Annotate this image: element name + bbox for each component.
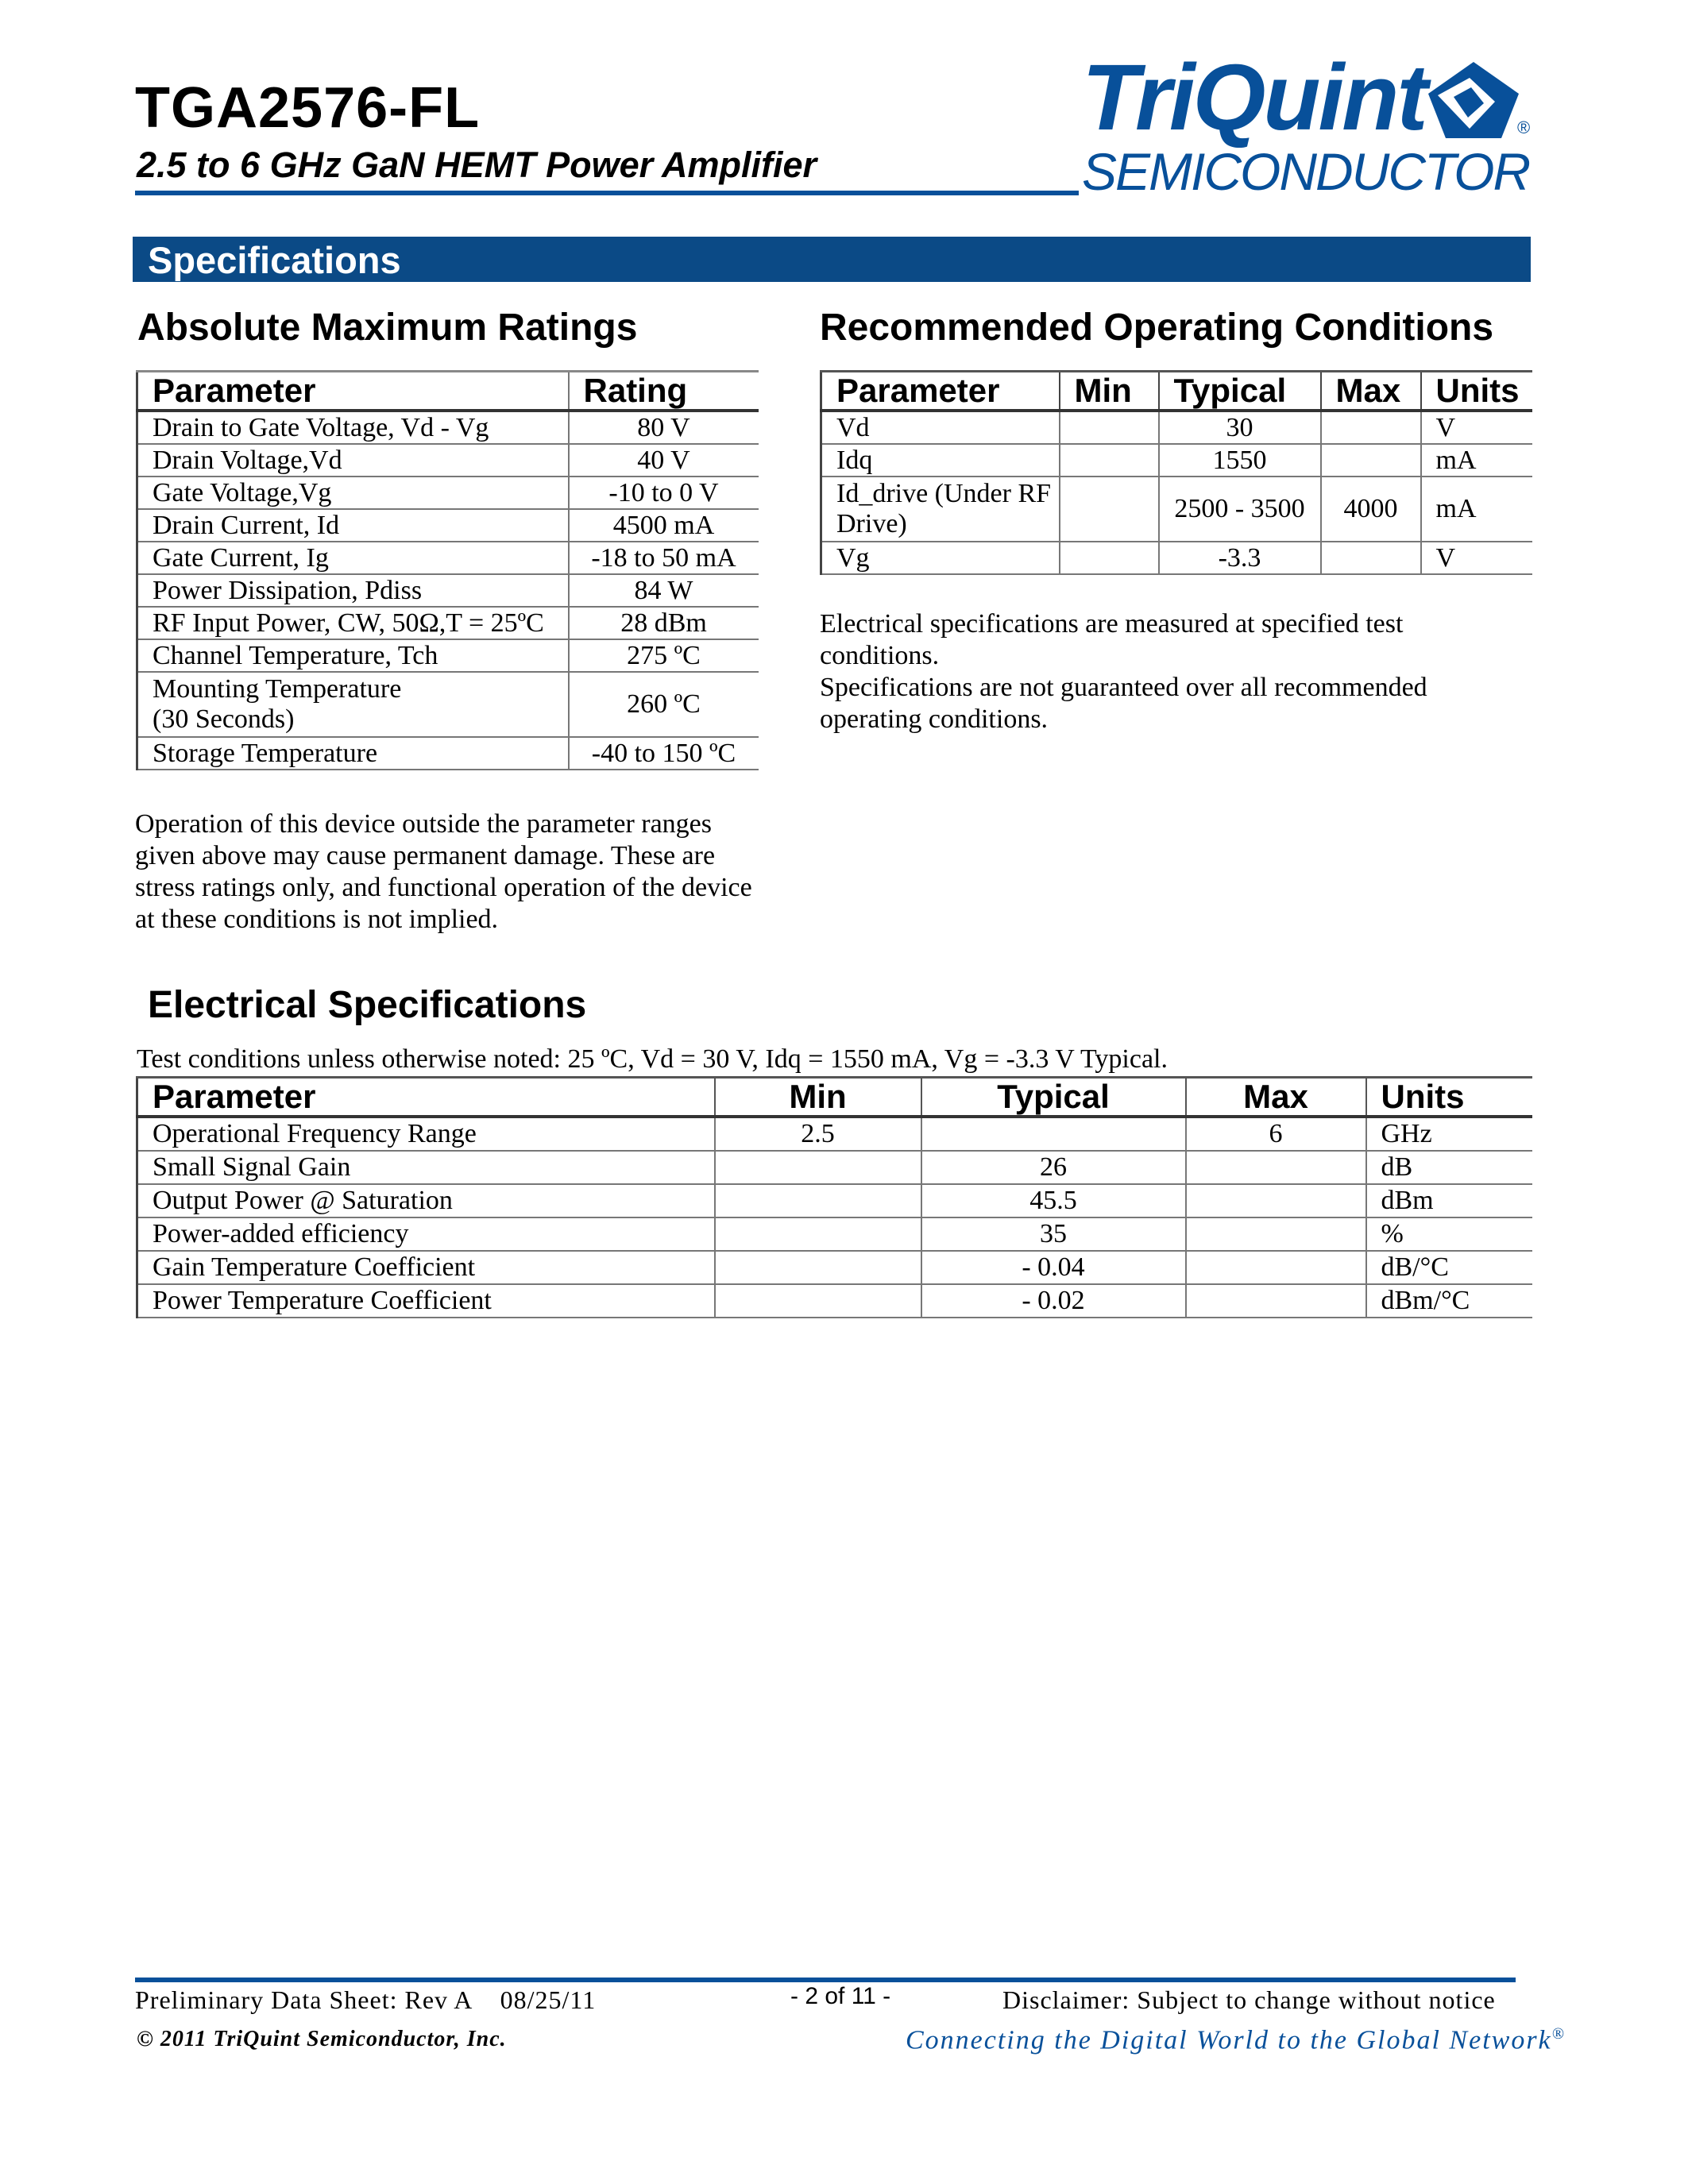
rating-cell: 40 V — [569, 444, 759, 477]
typical-cell — [921, 1117, 1186, 1151]
column-header-units: Units — [1421, 372, 1532, 411]
table-row — [137, 477, 759, 509]
parameter-cell: Vg — [821, 542, 1060, 574]
amr-note: Operation of this device outside the parameter ranges given above may cause permanent damage. These are stress ratings only, and functional operation of the device at these conditions is not implied. — [135, 809, 752, 934]
table-header-row — [137, 1078, 1532, 1117]
column-header-min: Min — [1060, 372, 1159, 411]
parameter-line: (30 Seconds) — [153, 704, 295, 734]
parameter-cell — [137, 672, 569, 737]
parameter-cell: Gate Voltage,Vg — [137, 477, 569, 509]
amr-heading: Absolute Maximum Ratings — [137, 307, 638, 349]
typical-cell: -3.3 — [1159, 542, 1321, 574]
parameter-line: Drive) — [836, 509, 907, 538]
table-row — [137, 444, 759, 477]
parameter-cell: Storage Temperature — [137, 737, 569, 770]
min-cell — [1060, 542, 1159, 574]
table-header-row — [137, 372, 759, 411]
table-row — [137, 1117, 1532, 1151]
table-row — [137, 574, 759, 607]
units-cell: dB/°C — [1366, 1251, 1532, 1284]
min-cell — [715, 1184, 921, 1217]
document-subtitle: 2.5 to 6 GHz GaN HEMT Power Amplifier — [137, 145, 817, 185]
typical-cell: 45.5 — [921, 1184, 1186, 1217]
table-header-row — [821, 372, 1532, 411]
parameter-cell: Channel Temperature, Tch — [137, 639, 569, 672]
max-cell — [1186, 1217, 1366, 1251]
logo-wordmark: TriQuint — [1082, 45, 1426, 150]
footer-rule — [135, 1978, 1516, 1982]
min-cell — [1060, 411, 1159, 444]
parameter-cell: Output Power @ Saturation — [137, 1184, 715, 1217]
table-row — [137, 1151, 1532, 1184]
page-number: - 2 of 11 - — [790, 1983, 891, 2009]
typical-cell: - 0.04 — [921, 1251, 1186, 1284]
document-title: TGA2576-FL — [135, 76, 481, 140]
rating-cell: 4500 mA — [569, 509, 759, 542]
roc-note-line: Specifications are not guaranteed over all recommended operating conditions. — [820, 673, 1427, 734]
table-row — [137, 607, 759, 639]
column-header-max: Max — [1186, 1078, 1366, 1117]
footer-document-info: Preliminary Data Sheet: Rev A 08/25/11 — [135, 1985, 597, 2014]
max-cell — [1321, 542, 1421, 574]
rating-cell: 84 W — [569, 574, 759, 607]
table-row — [821, 477, 1532, 542]
parameter-cell: Idq — [821, 444, 1060, 477]
section-title: Specifications — [148, 239, 401, 281]
units-cell: GHz — [1366, 1117, 1532, 1151]
parameter-cell: Gate Current, Ig — [137, 542, 569, 574]
typical-cell: 35 — [921, 1217, 1186, 1251]
max-cell — [1321, 411, 1421, 444]
column-header-typical: Typical — [1159, 372, 1321, 411]
units-cell: % — [1366, 1217, 1532, 1251]
max-cell — [1186, 1151, 1366, 1184]
units-cell: V — [1421, 542, 1532, 574]
rating-cell: 275 ºC — [569, 639, 759, 672]
units-cell: dBm/°C — [1366, 1284, 1532, 1318]
table-row — [137, 1184, 1532, 1217]
parameter-cell: Power Temperature Coefficient — [137, 1284, 715, 1318]
table-row — [137, 542, 759, 574]
rating-cell: 80 V — [569, 411, 759, 444]
parameter-cell: Vd — [821, 411, 1060, 444]
tagline-text: Connecting the Digital World to the Global Network — [906, 2025, 1552, 2055]
rating-cell: -10 to 0 V — [569, 477, 759, 509]
min-cell — [715, 1251, 921, 1284]
typical-cell: 26 — [921, 1151, 1186, 1184]
es-table — [136, 1076, 1532, 1318]
parameter-cell: Drain Voltage,Vd — [137, 444, 569, 477]
column-header-rating: Rating — [569, 372, 759, 411]
min-cell — [715, 1284, 921, 1318]
max-cell — [1186, 1284, 1366, 1318]
parameter-cell: Power-added efficiency — [137, 1217, 715, 1251]
typical-cell: - 0.02 — [921, 1284, 1186, 1318]
units-cell: dBm — [1366, 1184, 1532, 1217]
units-cell: mA — [1421, 477, 1532, 542]
table-row — [821, 542, 1532, 574]
table-row — [137, 411, 759, 444]
units-cell: V — [1421, 411, 1532, 444]
table-row — [821, 411, 1532, 444]
parameter-line: Mounting Temperature — [153, 674, 402, 704]
table-row — [137, 737, 759, 770]
parameter-cell: Small Signal Gain — [137, 1151, 715, 1184]
max-cell: 6 — [1186, 1117, 1366, 1151]
footer-disclaimer: Disclaimer: Subject to change without notice — [1002, 1985, 1496, 2014]
table-row — [821, 444, 1532, 477]
column-header-units: Units — [1366, 1078, 1532, 1117]
logo-subtext: SEMICONDUCTOR — [1082, 142, 1530, 201]
es-heading: Electrical Specifications — [148, 984, 587, 1026]
max-cell: 4000 — [1321, 477, 1421, 542]
min-cell — [1060, 444, 1159, 477]
column-header-typical: Typical — [921, 1078, 1186, 1117]
min-cell: 2.5 — [715, 1117, 921, 1151]
es-test-conditions: Test conditions unless otherwise noted: 25 ºC, Vd = 30 V, Idq = 1550 mA, Vg = -3.3 V Typical. — [137, 1044, 1168, 1074]
parameter-cell — [821, 477, 1060, 542]
min-cell — [715, 1151, 921, 1184]
table-row — [137, 509, 759, 542]
roc-note — [820, 608, 1519, 735]
table-row — [137, 639, 759, 672]
typical-cell: 1550 — [1159, 444, 1321, 477]
footer-copyright: © 2011 TriQuint Semiconductor, Inc. — [137, 2027, 507, 2051]
logo-registered-mark: ® — [1517, 118, 1531, 137]
max-cell — [1321, 444, 1421, 477]
roc-table — [820, 370, 1532, 575]
column-header-parameter: Parameter — [137, 372, 569, 411]
parameter-cell: RF Input Power, CW, 50Ω,T = 25ºC — [137, 607, 569, 639]
amr-table — [136, 370, 759, 770]
parameter-cell: Power Dissipation, Pdiss — [137, 574, 569, 607]
table-row — [137, 1251, 1532, 1284]
rating-cell: -40 to 150 ºC — [569, 737, 759, 770]
units-cell: dB — [1366, 1151, 1532, 1184]
roc-note-line: Electrical specifications are measured at specified test conditions. — [820, 609, 1404, 670]
parameter-cell: Drain Current, Id — [137, 509, 569, 542]
min-cell — [1060, 477, 1159, 542]
rating-cell: 28 dBm — [569, 607, 759, 639]
table-row — [137, 1284, 1532, 1318]
typical-cell: 30 — [1159, 411, 1321, 444]
table-row — [137, 672, 759, 737]
max-cell — [1186, 1251, 1366, 1284]
column-header-min: Min — [715, 1078, 921, 1117]
column-header-parameter: Parameter — [821, 372, 1060, 411]
parameter-cell: Drain to Gate Voltage, Vd - Vg — [137, 411, 569, 444]
rating-cell: 260 ºC — [569, 672, 759, 737]
column-header-max: Max — [1321, 372, 1421, 411]
parameter-line: Id_drive (Under RF — [836, 479, 1052, 508]
parameter-cell: Operational Frequency Range — [137, 1117, 715, 1151]
header-rule — [135, 191, 1079, 195]
typical-cell: 2500 - 3500 — [1159, 477, 1321, 542]
tagline-registered-mark: ® — [1551, 2025, 1566, 2043]
roc-heading: Recommended Operating Conditions — [820, 307, 1494, 349]
max-cell — [1186, 1184, 1366, 1217]
rating-cell: -18 to 50 mA — [569, 542, 759, 574]
table-row — [137, 1217, 1532, 1251]
parameter-cell: Gain Temperature Coefficient — [137, 1251, 715, 1284]
column-header-parameter: Parameter — [137, 1078, 715, 1117]
min-cell — [715, 1217, 921, 1251]
pentagon-logo-icon — [1422, 56, 1525, 143]
units-cell: mA — [1421, 444, 1532, 477]
footer-tagline — [906, 2025, 1566, 2055]
